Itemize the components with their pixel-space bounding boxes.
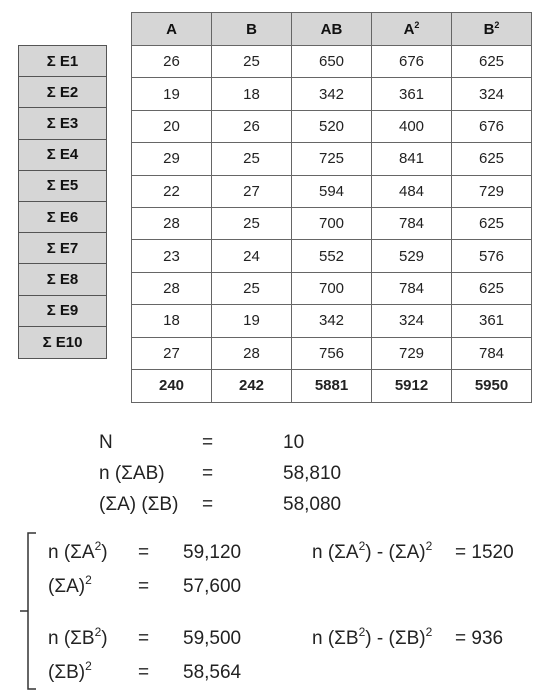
table-cell: 625	[452, 143, 532, 175]
table-cell: 484	[372, 175, 452, 207]
table-cell: 22	[132, 175, 212, 207]
row-label: Σ E10	[42, 333, 83, 351]
nab-equals: =	[202, 463, 214, 484]
table-cell: 20	[132, 110, 212, 142]
column-header: $A^2$	[372, 13, 452, 46]
table-cell: 28	[132, 207, 212, 239]
na2-equals: =	[138, 542, 150, 563]
table-cell: 27	[212, 175, 292, 207]
total-cell: 5912	[372, 369, 452, 402]
column-header: B	[212, 13, 292, 46]
column-header: AB	[292, 13, 372, 46]
sasb-equals: =	[202, 494, 214, 515]
n-label: N	[99, 432, 113, 453]
table-cell: 26	[132, 46, 212, 78]
header-row	[132, 13, 532, 46]
diff-b-value: = 936	[455, 628, 504, 649]
sa2-label: $(\Sigma A)^2$	[48, 573, 92, 597]
table-cell: 19	[212, 305, 292, 337]
table-cell: 324	[452, 78, 532, 110]
table-row	[132, 46, 532, 78]
row-labels-column	[18, 45, 107, 359]
n-value: 10	[283, 432, 305, 453]
table-cell: 19	[132, 78, 212, 110]
sb2-label: $(\Sigma B)^2$	[48, 659, 92, 683]
table-cell: 784	[372, 272, 452, 304]
table-cell: 729	[452, 175, 532, 207]
table-cell: 324	[372, 305, 452, 337]
row-label: Σ E1	[19, 46, 106, 77]
table-cell: 529	[372, 240, 452, 272]
table-cell: 26	[212, 110, 292, 142]
table-cell: 28	[132, 272, 212, 304]
total-cell: 5950	[452, 369, 532, 402]
brace-icon	[18, 532, 38, 690]
table-cell: 700	[292, 272, 372, 304]
table-cell: 520	[292, 110, 372, 142]
row-label: Σ E5	[19, 171, 106, 202]
total-cell: 5881	[292, 369, 372, 402]
table-cell: 676	[452, 110, 532, 142]
table-cell: 25	[212, 143, 292, 175]
table-cell: 25	[212, 272, 292, 304]
sb2-equals: =	[138, 662, 150, 683]
nb2-label: n $(\Sigma B^2)$	[48, 625, 108, 649]
table-cell: 756	[292, 337, 372, 369]
total-cell: 240	[132, 369, 212, 402]
row-label: Σ E4	[19, 140, 106, 171]
table-cell: 784	[372, 207, 452, 239]
table-cell: 625	[452, 272, 532, 304]
table-cell: 361	[372, 78, 452, 110]
row-label: Σ E3	[19, 108, 106, 139]
nb2-equals: =	[138, 628, 150, 649]
na2-value: 59,120	[183, 542, 242, 563]
row-label: Σ E9	[19, 296, 106, 327]
table-row	[132, 272, 532, 304]
table-cell: 25	[212, 207, 292, 239]
column-header: $B^2$	[452, 13, 532, 46]
totals-row	[132, 369, 532, 402]
nb2-value: 59,500	[183, 628, 242, 649]
table-cell: 725	[292, 143, 372, 175]
table-cell: 784	[452, 337, 532, 369]
sasb-value: 58,080	[283, 494, 342, 515]
row-label: Σ E2	[19, 77, 106, 108]
table-cell: 18	[212, 78, 292, 110]
table-cell: 25	[212, 46, 292, 78]
table-body	[132, 46, 532, 403]
table-cell: 23	[132, 240, 212, 272]
data-table	[131, 12, 532, 403]
table-cell: 625	[452, 207, 532, 239]
table-cell: 676	[372, 46, 452, 78]
nab-label: n (ΣAB)	[99, 463, 165, 484]
table-cell: 400	[372, 110, 452, 142]
table-cell: 24	[212, 240, 292, 272]
table-cell: 29	[132, 143, 212, 175]
table-row	[132, 207, 532, 239]
sasb-label: (ΣA) (ΣB)	[99, 494, 179, 515]
table-row	[132, 305, 532, 337]
table-cell: 594	[292, 175, 372, 207]
table-cell: 729	[372, 337, 452, 369]
nab-value: 58,810	[283, 463, 342, 484]
table-row	[132, 175, 532, 207]
row-label: Σ E6	[19, 202, 106, 233]
table-cell: 576	[452, 240, 532, 272]
sb2-value: 58,564	[183, 662, 242, 683]
table-cell: 342	[292, 78, 372, 110]
table-row	[132, 240, 532, 272]
table-cell: 18	[132, 305, 212, 337]
row-label: Σ E8	[19, 264, 106, 295]
diff-a-value: = 1520	[455, 542, 514, 563]
table-cell: 342	[292, 305, 372, 337]
table-cell: 625	[452, 46, 532, 78]
table-row	[132, 143, 532, 175]
sa2-equals: =	[138, 576, 150, 597]
table-cell: 700	[292, 207, 372, 239]
total-cell: 242	[212, 369, 292, 402]
sa2-value: 57,600	[183, 576, 242, 597]
table-row	[132, 110, 532, 142]
table-cell: 841	[372, 143, 452, 175]
table-cell: 552	[292, 240, 372, 272]
diff-a-label: n $(\Sigma A^2) - (\Sigma A)^2$	[312, 539, 433, 563]
table-row	[132, 337, 532, 369]
diff-b-label: n $(\Sigma B^2) - (\Sigma B)^2$	[312, 625, 433, 649]
n-equals: =	[202, 432, 214, 453]
table-cell: 28	[212, 337, 292, 369]
na2-label: n $(\Sigma A^2)$	[48, 539, 108, 563]
table-cell: 650	[292, 46, 372, 78]
table-row	[132, 78, 532, 110]
table-cell: 27	[132, 337, 212, 369]
table-cell: 361	[452, 305, 532, 337]
column-header: A	[132, 13, 212, 46]
row-label: Σ E7	[19, 233, 106, 264]
